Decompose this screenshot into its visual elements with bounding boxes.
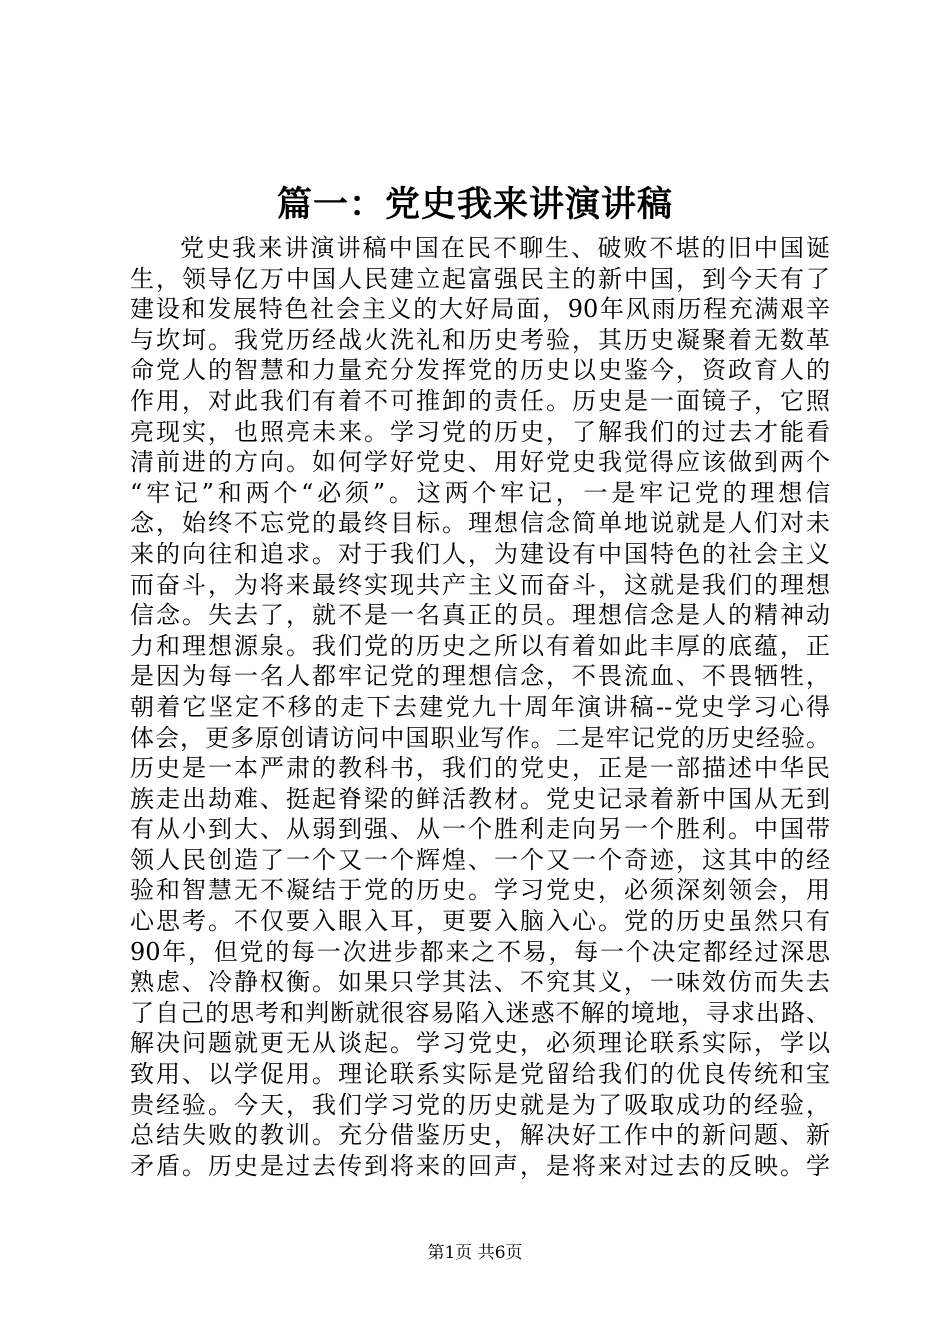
body-line: 生，领导亿万中国人民建立起富强民主的新中国，到今天有了 <box>130 264 830 293</box>
document-body <box>130 233 830 1181</box>
body-line: 矛盾。历史是过去传到将来的回声，是将来对过去的反映。学 <box>130 1151 830 1180</box>
body-line: 领人民创造了一个又一个辉煌、一个又一个奇迹，这其中的经 <box>130 845 830 874</box>
body-line: 有从小到大、从弱到强、从一个胜利走向另一个胜利。中国带 <box>130 815 830 844</box>
body-line: 作用，对此我们有着不可推卸的责任。历史是一面镜子，它照 <box>130 386 830 415</box>
body-line: 信念。失去了，就不是一名真正的员。理想信念是人的精神动 <box>130 601 830 630</box>
body-line: 贵经验。今天，我们学习党的历史就是为了吸取成功的经验， <box>130 1090 830 1119</box>
body-line: 历史是一本严肃的教科书，我们的党史，正是一部描述中华民 <box>130 754 830 783</box>
body-line: 族走出劫难、挺起脊梁的鲜活教材。党史记录着新中国从无到 <box>130 784 830 813</box>
page-footer: 第1页 共6页 <box>427 1243 523 1263</box>
body-line: 验和智慧无不凝结于党的历史。学习党史，必须深刻领会，用 <box>130 876 830 905</box>
body-line: 朝着它坚定不移的走下去建党九十周年演讲稿--党史学习心得 <box>130 692 830 721</box>
body-line: 党史我来讲演讲稿中国在民不聊生、破败不堪的旧中国诞 <box>180 234 830 262</box>
body-line: 来的向往和追求。对于我们人，为建设有中国特色的社会主义 <box>130 539 830 568</box>
body-line: 解决问题就更无从谈起。学习党史，必须理论联系实际，学以 <box>130 1029 830 1058</box>
body-line: 亮现实，也照亮未来。学习党的历史，了解我们的过去才能看 <box>130 417 830 446</box>
body-line: “牢记”和两个“必须”。这两个牢记，一是牢记党的理想信 <box>130 478 830 507</box>
body-line: 体会，更多原创请访问中国职业写作。二是牢记党的历史经验。 <box>130 723 830 752</box>
document-title: 篇一：党史我来讲演讲稿 <box>276 184 673 225</box>
body-line: 与坎坷。我党历经战火洗礼和历史考验，其历史凝聚着无数革 <box>130 325 830 354</box>
body-line: 致用、以学促用。理论联系实际是党留给我们的优良传统和宝 <box>130 1060 830 1089</box>
body-line: 90年，但党的每一次进步都来之不易，每一个决定都经过深思 <box>130 937 830 966</box>
body-line: 力和理想源泉。我们党的历史之所以有着如此丰厚的底蕴，正 <box>130 631 830 660</box>
body-line: 而奋斗，为将来最终实现共产主义而奋斗，这就是我们的理想 <box>130 570 830 599</box>
body-line: 命党人的智慧和力量充分发挥党的历史以史鉴今，资政育人的 <box>130 356 830 385</box>
body-line: 念，始终不忘党的最终目标。理想信念简单地说就是人们对未 <box>130 509 830 538</box>
body-line: 建设和发展特色社会主义的大好局面，90年风雨历程充满艰辛 <box>130 295 830 324</box>
body-line: 是因为每一名人都牢记党的理想信念，不畏流血、不畏牺牲， <box>130 662 830 691</box>
body-line: 清前进的方向。如何学好党史、用好党史我觉得应该做到两个 <box>130 448 830 477</box>
body-line: 心思考。不仅要入眼入耳，更要入脑入心。党的历史虽然只有 <box>130 907 830 936</box>
body-line: 了自己的思考和判断就很容易陷入迷惑不解的境地，寻求出路、 <box>130 998 830 1027</box>
body-line: 总结失败的教训。充分借鉴历史，解决好工作中的新问题、新 <box>130 1121 830 1150</box>
body-line: 熟虑、冷静权衡。如果只学其法、不究其义，一味效仿而失去 <box>130 968 830 997</box>
